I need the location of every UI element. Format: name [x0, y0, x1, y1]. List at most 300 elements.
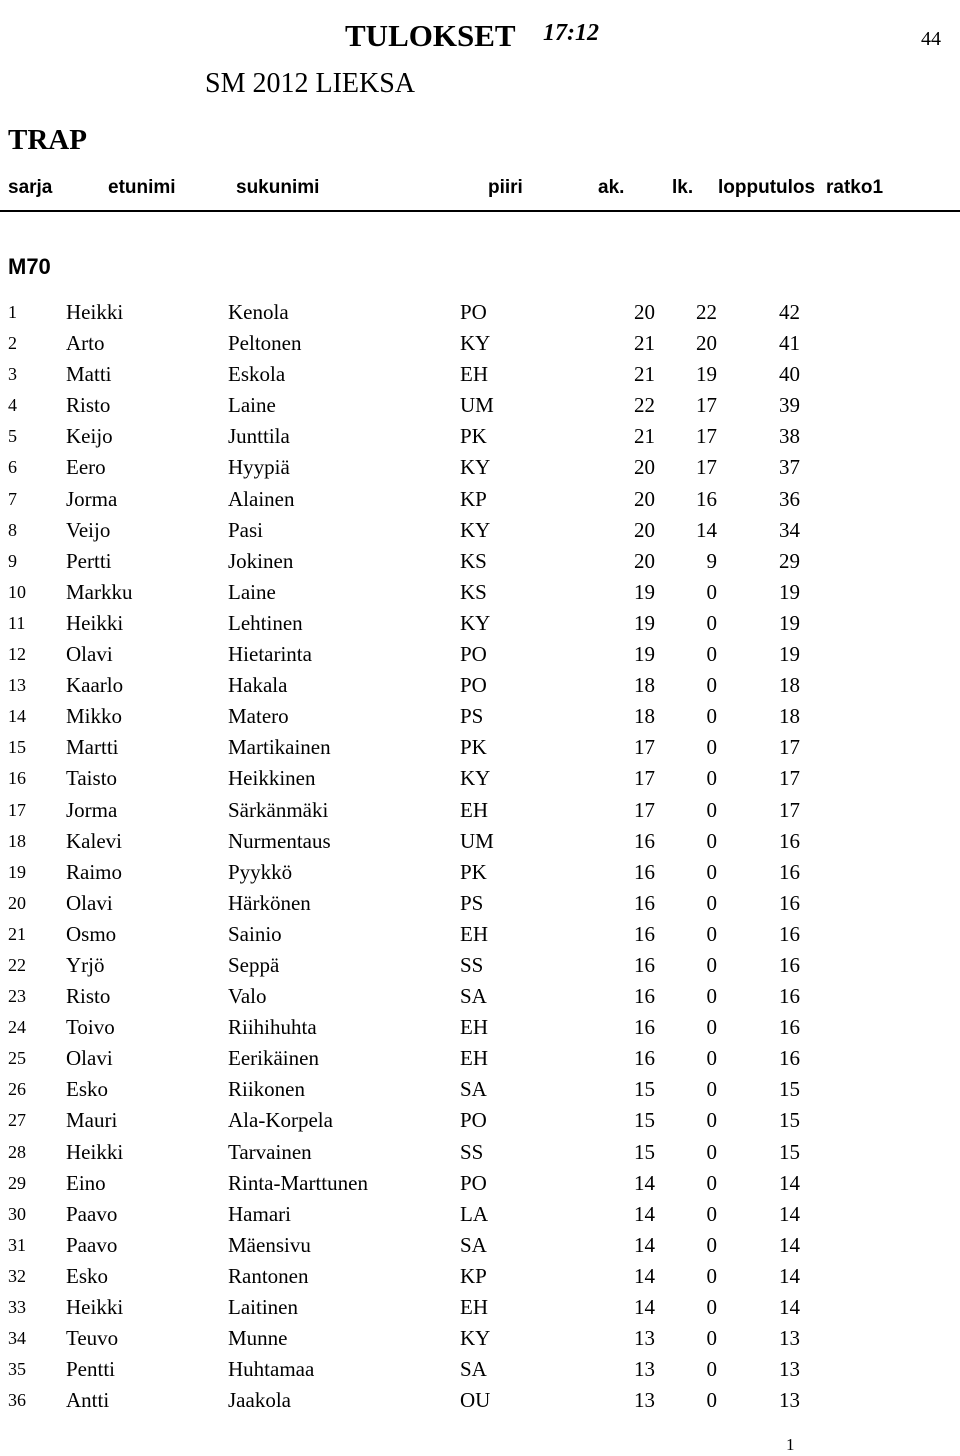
last-name-cell: Junttila	[228, 424, 290, 449]
last-name-cell: Heikkinen	[228, 766, 316, 791]
district-cell: KY	[460, 1326, 491, 1351]
rank-cell: 24	[8, 1017, 26, 1038]
district-cell: PK	[460, 424, 487, 449]
last-name-cell: Seppä	[228, 952, 280, 977]
round1-score-cell: 14	[634, 1170, 655, 1195]
total-score-cell: 19	[779, 642, 800, 667]
round1-score-cell: 19	[634, 642, 655, 667]
table-row	[0, 919, 960, 950]
first-name-cell: Toivo	[66, 1015, 115, 1040]
round1-score-cell: 16	[634, 952, 655, 977]
first-name-cell: Heikki	[66, 610, 124, 635]
table-row	[0, 297, 960, 328]
rank-cell: 1	[8, 302, 17, 322]
district-cell: SS	[460, 952, 484, 977]
total-score-cell: 37	[779, 455, 800, 480]
column-header-lopputulos: lopputulos	[718, 177, 816, 198]
first-name-cell: Taisto	[66, 766, 118, 791]
table-row	[0, 1105, 960, 1136]
first-name-cell: Pentti	[66, 1357, 116, 1382]
district-cell: SS	[460, 1139, 484, 1164]
table-row	[0, 608, 960, 639]
total-score-cell: 16	[779, 952, 800, 977]
total-score-cell: 15	[779, 1077, 800, 1102]
first-name-cell: Risto	[66, 984, 111, 1009]
last-name-cell: Hietarinta	[228, 642, 312, 667]
district-cell: PO	[460, 1108, 487, 1133]
first-name-cell: Eino	[66, 1170, 106, 1195]
round1-score-cell: 22	[634, 393, 655, 418]
round1-score-cell: 17	[634, 797, 655, 822]
round2-score-cell: 0	[706, 828, 717, 853]
column-header-ak: ak.	[598, 177, 625, 198]
round1-score-cell: 18	[634, 673, 655, 698]
district-cell: LA	[460, 1201, 488, 1226]
table-row	[0, 763, 960, 794]
rank-cell: 28	[8, 1141, 26, 1162]
round2-score-cell: 17	[696, 424, 717, 449]
table-row	[0, 515, 960, 546]
district-cell: KP	[460, 486, 487, 511]
total-score-cell: 14	[779, 1232, 800, 1257]
last-name-cell: Mäensivu	[228, 1232, 311, 1257]
last-name-cell: Laine	[228, 579, 276, 604]
last-name-cell: Jokinen	[228, 548, 294, 573]
round1-score-cell: 14	[634, 1232, 655, 1257]
last-name-cell: Laine	[228, 393, 276, 418]
total-score-cell: 19	[779, 610, 800, 635]
round1-score-cell: 20	[634, 548, 655, 573]
last-name-cell: Kenola	[228, 300, 289, 324]
total-score-cell: 16	[779, 828, 800, 853]
table-row	[0, 1292, 960, 1323]
total-score-cell: 19	[779, 579, 800, 604]
page-number-bottom: 1	[786, 1435, 795, 1454]
round1-score-cell: 16	[634, 921, 655, 946]
column-header-etunimi: etunimi	[108, 177, 176, 198]
rank-cell: 19	[8, 861, 26, 882]
round2-score-cell: 0	[706, 673, 717, 698]
round2-score-cell: 0	[706, 1326, 717, 1351]
table-row	[0, 950, 960, 981]
rank-cell: 33	[8, 1297, 26, 1317]
rank-cell: 5	[8, 426, 17, 447]
first-name-cell: Mauri	[66, 1108, 118, 1133]
total-score-cell: 17	[779, 797, 800, 822]
first-name-cell: Olavi	[66, 642, 113, 667]
rank-cell: 7	[8, 488, 17, 509]
rank-cell: 6	[8, 457, 17, 478]
last-name-cell: Hamari	[228, 1201, 291, 1226]
rank-cell: 2	[8, 333, 17, 354]
round2-score-cell: 0	[706, 797, 717, 822]
last-name-cell: Härkönen	[228, 890, 311, 915]
first-name-cell: Paavo	[66, 1232, 118, 1257]
rank-cell: 18	[8, 830, 26, 851]
district-cell: PO	[460, 642, 487, 667]
last-name-cell: Eskola	[228, 362, 286, 387]
rank-cell: 16	[8, 768, 26, 789]
round2-score-cell: 17	[696, 455, 717, 480]
last-name-cell: Lehtinen	[228, 610, 303, 635]
last-name-cell: Alainen	[228, 486, 295, 511]
first-name-cell: Martti	[66, 735, 119, 760]
total-score-cell: 13	[779, 1388, 800, 1413]
last-name-cell: Ala-Korpela	[228, 1108, 333, 1133]
district-cell: EH	[460, 1015, 488, 1040]
district-cell: EH	[460, 1295, 488, 1319]
column-header-sarja: sarja	[8, 177, 53, 198]
round1-score-cell: 14	[634, 1263, 655, 1288]
total-score-cell: 16	[779, 984, 800, 1009]
table-row	[0, 328, 960, 359]
table-row	[0, 1074, 960, 1105]
first-name-cell: Markku	[66, 579, 133, 604]
last-name-cell: Särkänmäki	[228, 797, 329, 822]
last-name-cell: Riikonen	[228, 1077, 305, 1102]
total-score-cell: 17	[779, 735, 800, 760]
rank-cell: 23	[8, 986, 26, 1007]
first-name-cell: Heikki	[66, 1295, 124, 1319]
round2-score-cell: 0	[706, 766, 717, 791]
district-cell: EH	[460, 1046, 488, 1071]
round1-score-cell: 13	[634, 1357, 655, 1382]
last-name-cell: Rantonen	[228, 1263, 309, 1288]
last-name-cell: Huhtamaa	[228, 1357, 315, 1382]
last-name-cell: Laitinen	[228, 1295, 298, 1319]
rank-cell: 3	[8, 364, 17, 385]
round2-score-cell: 0	[706, 1015, 717, 1040]
round1-score-cell: 16	[634, 890, 655, 915]
total-score-cell: 34	[779, 517, 800, 542]
table-row	[0, 390, 960, 421]
total-score-cell: 16	[779, 1015, 800, 1040]
table-row	[0, 1199, 960, 1230]
round1-score-cell: 21	[634, 331, 655, 356]
total-score-cell: 16	[779, 921, 800, 946]
round1-score-cell: 20	[634, 300, 655, 324]
district-cell: EH	[460, 797, 488, 822]
round2-score-cell: 0	[706, 1077, 717, 1102]
column-header-lk: lk.	[672, 177, 694, 198]
total-score-cell: 15	[779, 1139, 800, 1164]
table-row	[0, 888, 960, 919]
district-cell: SA	[460, 1232, 487, 1257]
total-score-cell: 42	[779, 300, 800, 324]
rank-cell: 26	[8, 1079, 26, 1100]
table-row	[0, 1168, 960, 1199]
round1-score-cell: 15	[634, 1077, 655, 1102]
table-row	[0, 857, 960, 888]
first-name-cell: Jorma	[66, 486, 118, 511]
round1-score-cell: 14	[634, 1295, 655, 1319]
round2-score-cell: 0	[706, 735, 717, 760]
round2-score-cell: 0	[706, 579, 717, 604]
round1-score-cell: 14	[634, 1201, 655, 1226]
rank-cell: 17	[8, 799, 26, 820]
round2-score-cell: 0	[706, 1108, 717, 1133]
table-row	[0, 577, 960, 608]
first-name-cell: Arto	[66, 331, 105, 356]
table-row	[0, 546, 960, 577]
district-cell: SA	[460, 1077, 487, 1102]
round2-score-cell: 0	[706, 1046, 717, 1071]
last-name-cell: Pyykkö	[228, 859, 293, 884]
first-name-cell: Veijo	[66, 517, 111, 542]
round1-score-cell: 19	[634, 610, 655, 635]
district-cell: PK	[460, 859, 487, 884]
district-cell: SA	[460, 984, 487, 1009]
last-name-cell: Rinta-Marttunen	[228, 1170, 368, 1195]
district-cell: KY	[460, 610, 491, 635]
table-row	[0, 701, 960, 732]
round1-score-cell: 20	[634, 486, 655, 511]
district-cell: EH	[460, 362, 488, 387]
rank-cell: 22	[8, 954, 26, 975]
total-score-cell: 15	[779, 1108, 800, 1133]
last-name-cell: Nurmentaus	[228, 828, 331, 853]
total-score-cell: 18	[779, 704, 800, 729]
table-row	[0, 826, 960, 857]
table-row	[0, 670, 960, 701]
district-cell: PS	[460, 890, 484, 915]
group-title: M70	[8, 254, 51, 279]
last-name-cell: Martikainen	[228, 735, 331, 760]
round2-score-cell: 16	[696, 486, 717, 511]
page-title: TULOKSET	[345, 18, 516, 53]
round2-score-cell: 0	[706, 984, 717, 1009]
table-row	[0, 1323, 960, 1354]
round1-score-cell: 15	[634, 1139, 655, 1164]
total-score-cell: 41	[779, 331, 800, 356]
round1-score-cell: 19	[634, 579, 655, 604]
last-name-cell: Jaakola	[228, 1388, 291, 1413]
round1-score-cell: 21	[634, 362, 655, 387]
rank-cell: 30	[8, 1203, 26, 1224]
first-name-cell: Jorma	[66, 797, 118, 822]
first-name-cell: Pertti	[66, 548, 112, 573]
round2-score-cell: 0	[706, 704, 717, 729]
rank-cell: 14	[8, 706, 26, 727]
first-name-cell: Mikko	[66, 704, 123, 729]
district-cell: KP	[460, 1263, 487, 1288]
first-name-cell: Kalevi	[66, 828, 122, 853]
rank-cell: 27	[8, 1110, 26, 1131]
round2-score-cell: 0	[706, 610, 717, 635]
rank-cell: 11	[8, 612, 26, 633]
district-cell: UM	[460, 828, 494, 853]
round1-score-cell: 15	[634, 1108, 655, 1133]
rank-cell: 10	[8, 581, 26, 602]
total-score-cell: 18	[779, 673, 800, 698]
rank-cell: 25	[8, 1048, 26, 1069]
first-name-cell: Keijo	[66, 424, 113, 449]
last-name-cell: Hyypiä	[228, 455, 290, 480]
table-row	[0, 1230, 960, 1261]
round1-score-cell: 13	[634, 1326, 655, 1351]
first-name-cell: Risto	[66, 393, 111, 418]
first-name-cell: Matti	[66, 362, 112, 387]
round2-score-cell: 0	[706, 1388, 717, 1413]
district-cell: KY	[460, 331, 491, 356]
table-row	[0, 421, 960, 452]
total-score-cell: 14	[779, 1295, 800, 1319]
table-row	[0, 1354, 960, 1385]
table-row	[0, 732, 960, 763]
first-name-cell: Osmo	[66, 921, 117, 946]
round1-score-cell: 13	[634, 1388, 655, 1413]
first-name-cell: Kaarlo	[66, 673, 124, 698]
round2-score-cell: 0	[706, 921, 717, 946]
round2-score-cell: 20	[696, 331, 717, 356]
column-header-sukunimi: sukunimi	[236, 177, 320, 198]
total-score-cell: 16	[779, 859, 800, 884]
district-cell: UM	[460, 393, 494, 418]
district-cell: KY	[460, 766, 491, 791]
first-name-cell: Esko	[66, 1077, 108, 1102]
last-name-cell: Riihihuhta	[228, 1015, 317, 1040]
rank-cell: 9	[8, 550, 17, 571]
round1-score-cell: 17	[634, 735, 655, 760]
table-row	[0, 359, 960, 390]
round2-score-cell: 0	[706, 952, 717, 977]
total-score-cell: 14	[779, 1263, 800, 1288]
table-row	[0, 1043, 960, 1074]
rank-cell: 8	[8, 519, 17, 540]
rank-cell: 12	[8, 644, 26, 665]
last-name-cell: Eerikäinen	[228, 1046, 319, 1071]
district-cell: PK	[460, 735, 487, 760]
last-name-cell: Pasi	[228, 517, 264, 542]
district-cell: PO	[460, 673, 487, 698]
total-score-cell: 39	[779, 393, 800, 418]
round2-score-cell: 0	[706, 1232, 717, 1257]
first-name-cell: Antti	[66, 1388, 110, 1413]
round2-score-cell: 9	[706, 548, 717, 573]
first-name-cell: Teuvo	[66, 1326, 119, 1351]
first-name-cell: Olavi	[66, 890, 113, 915]
round2-score-cell: 0	[706, 1170, 717, 1195]
total-score-cell: 16	[779, 1046, 800, 1071]
round1-score-cell: 16	[634, 1046, 655, 1071]
rank-cell: 21	[8, 923, 26, 944]
rank-cell: 34	[8, 1328, 26, 1349]
district-cell: KS	[460, 548, 487, 573]
total-score-cell: 13	[779, 1357, 800, 1382]
page-number-top: 44	[921, 28, 941, 50]
round2-score-cell: 0	[706, 1263, 717, 1288]
round2-score-cell: 0	[706, 1295, 717, 1319]
total-score-cell: 40	[779, 362, 800, 387]
last-name-cell: Valo	[228, 984, 267, 1009]
round2-score-cell: 0	[706, 1139, 717, 1164]
round1-score-cell: 21	[634, 424, 655, 449]
first-name-cell: Heikki	[66, 300, 124, 324]
round2-score-cell: 0	[706, 859, 717, 884]
round1-score-cell: 16	[634, 859, 655, 884]
district-cell: EH	[460, 921, 488, 946]
total-score-cell: 14	[779, 1201, 800, 1226]
total-score-cell: 14	[779, 1170, 800, 1195]
last-name-cell: Hakala	[228, 673, 288, 698]
district-cell: KY	[460, 455, 491, 480]
district-cell: OU	[460, 1388, 491, 1413]
district-cell: SA	[460, 1357, 487, 1382]
round1-score-cell: 16	[634, 1015, 655, 1040]
round2-score-cell: 0	[706, 890, 717, 915]
table-row	[0, 452, 960, 483]
district-cell: PO	[460, 1170, 487, 1195]
rank-cell: 31	[8, 1234, 26, 1255]
district-cell: KY	[460, 517, 491, 542]
round1-score-cell: 20	[634, 455, 655, 480]
event-name: SM 2012 LIEKSA	[205, 68, 416, 99]
round2-score-cell: 0	[706, 642, 717, 667]
table-row	[0, 1261, 960, 1292]
round2-score-cell: 17	[696, 393, 717, 418]
table-row	[0, 1385, 960, 1416]
results-table	[0, 297, 960, 1416]
round2-score-cell: 19	[696, 362, 717, 387]
first-name-cell: Eero	[66, 455, 106, 480]
first-name-cell: Yrjö	[66, 952, 105, 977]
round2-score-cell: 0	[706, 1201, 717, 1226]
district-cell: PO	[460, 300, 487, 324]
header-divider	[0, 210, 960, 212]
first-name-cell: Olavi	[66, 1046, 113, 1071]
last-name-cell: Tarvainen	[228, 1139, 312, 1164]
last-name-cell: Sainio	[228, 921, 282, 946]
round1-score-cell: 18	[634, 704, 655, 729]
rank-cell: 35	[8, 1359, 26, 1380]
print-time: 17:12	[543, 20, 599, 46]
last-name-cell: Munne	[228, 1326, 288, 1351]
table-row	[0, 484, 960, 515]
round2-score-cell: 14	[696, 517, 717, 542]
total-score-cell: 13	[779, 1326, 800, 1351]
column-header-piiri: piiri	[488, 177, 523, 198]
rank-cell: 20	[8, 892, 26, 913]
round1-score-cell: 16	[634, 828, 655, 853]
round1-score-cell: 16	[634, 984, 655, 1009]
district-cell: PS	[460, 704, 484, 729]
round2-score-cell: 22	[696, 300, 717, 324]
last-name-cell: Peltonen	[228, 331, 302, 356]
round1-score-cell: 20	[634, 517, 655, 542]
first-name-cell: Paavo	[66, 1201, 118, 1226]
table-row	[0, 981, 960, 1012]
discipline-title: TRAP	[8, 124, 87, 156]
first-name-cell: Heikki	[66, 1139, 124, 1164]
rank-cell: 29	[8, 1172, 26, 1193]
total-score-cell: 16	[779, 890, 800, 915]
total-score-cell: 38	[779, 424, 800, 449]
column-header-ratko1: ratko1	[826, 177, 884, 198]
first-name-cell: Raimo	[66, 859, 122, 884]
last-name-cell: Matero	[228, 704, 289, 729]
rank-cell: 32	[8, 1265, 26, 1286]
rank-cell: 15	[8, 737, 26, 758]
total-score-cell: 29	[779, 548, 800, 573]
table-row	[0, 639, 960, 670]
table-row	[0, 1137, 960, 1168]
first-name-cell: Esko	[66, 1263, 108, 1288]
total-score-cell: 17	[779, 766, 800, 791]
rank-cell: 36	[8, 1390, 26, 1411]
table-row	[0, 1012, 960, 1043]
rank-cell: 13	[8, 675, 26, 696]
total-score-cell: 36	[779, 486, 800, 511]
